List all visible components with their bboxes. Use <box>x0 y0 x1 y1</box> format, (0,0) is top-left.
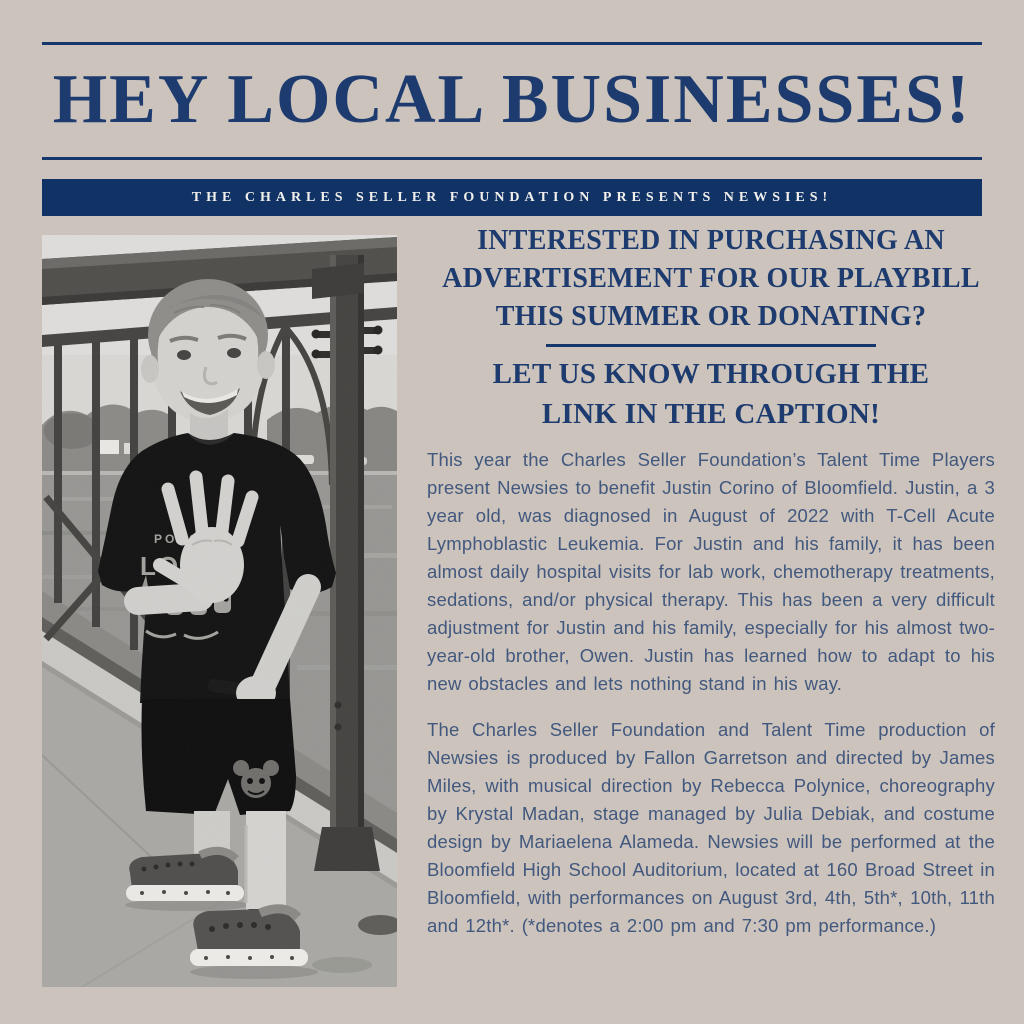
banner-text: THE CHARLES SELLER FOUNDATION PRESENTS NEWSIES! <box>191 189 833 205</box>
photo-grain <box>42 235 397 987</box>
callout-line: LET US KNOW THROUGH THE <box>492 358 930 390</box>
callout-line: ADVERTISEMENT FOR OUR PLAYBILL <box>442 263 980 294</box>
callout-line: THIS SUMMER OR DONATING? <box>495 301 927 332</box>
paragraph-about-justin: This year the Charles Seller Foundation’s Talent Time Players present Newsies to benefit Justin Corino of Bloomfield. Justin, a 3 year old, was diagnosed in August of 2022 with T-Cell Acute Lymphoblastic Leukemia. For Justin and his family, it has been almost daily hospital visits for lab work, chemotherapy treatments, sedations, and/or physical therapy. This has been a very difficult adjustment for Justin and his family, especially for his almost two-year-old brother, Owen. Justin has learned how to adapt to his new obstacles and lets nothing stand in his way. <box>427 449 995 694</box>
top-rule <box>42 42 982 45</box>
headline: HEY LOCAL BUSINESSES! <box>52 61 972 138</box>
paragraph-production-details: The Charles Seller Foundation and Talent Time production of Newsies is produced by Fallon Garretson and directed by James Miles, with musical direction by Rebecca Polynice, choreography by Krystal Madan, stage managed by Julia Debiak, and costume design by Mariaelena Alameda. Newsies will be performed at the Bloomfield High School Auditorium, located at 160 Broad Street in Bloomfield, with performances on August 3rd, 4th, 5th*, 10th, 11th and 12th*. (*denotes a 2:00 pm and 7:30 pm performance.) <box>427 719 995 936</box>
callout-question <box>417 222 1005 336</box>
callout-line: LINK IN THE CAPTION! <box>541 398 881 430</box>
callout-divider <box>546 344 876 347</box>
callout <box>417 222 1005 434</box>
mid-rule <box>42 157 982 160</box>
banner <box>42 179 982 216</box>
callout-line: INTERESTED IN PURCHASING AN <box>477 225 945 256</box>
photo-justin <box>42 235 397 987</box>
callout-action <box>417 354 1005 434</box>
